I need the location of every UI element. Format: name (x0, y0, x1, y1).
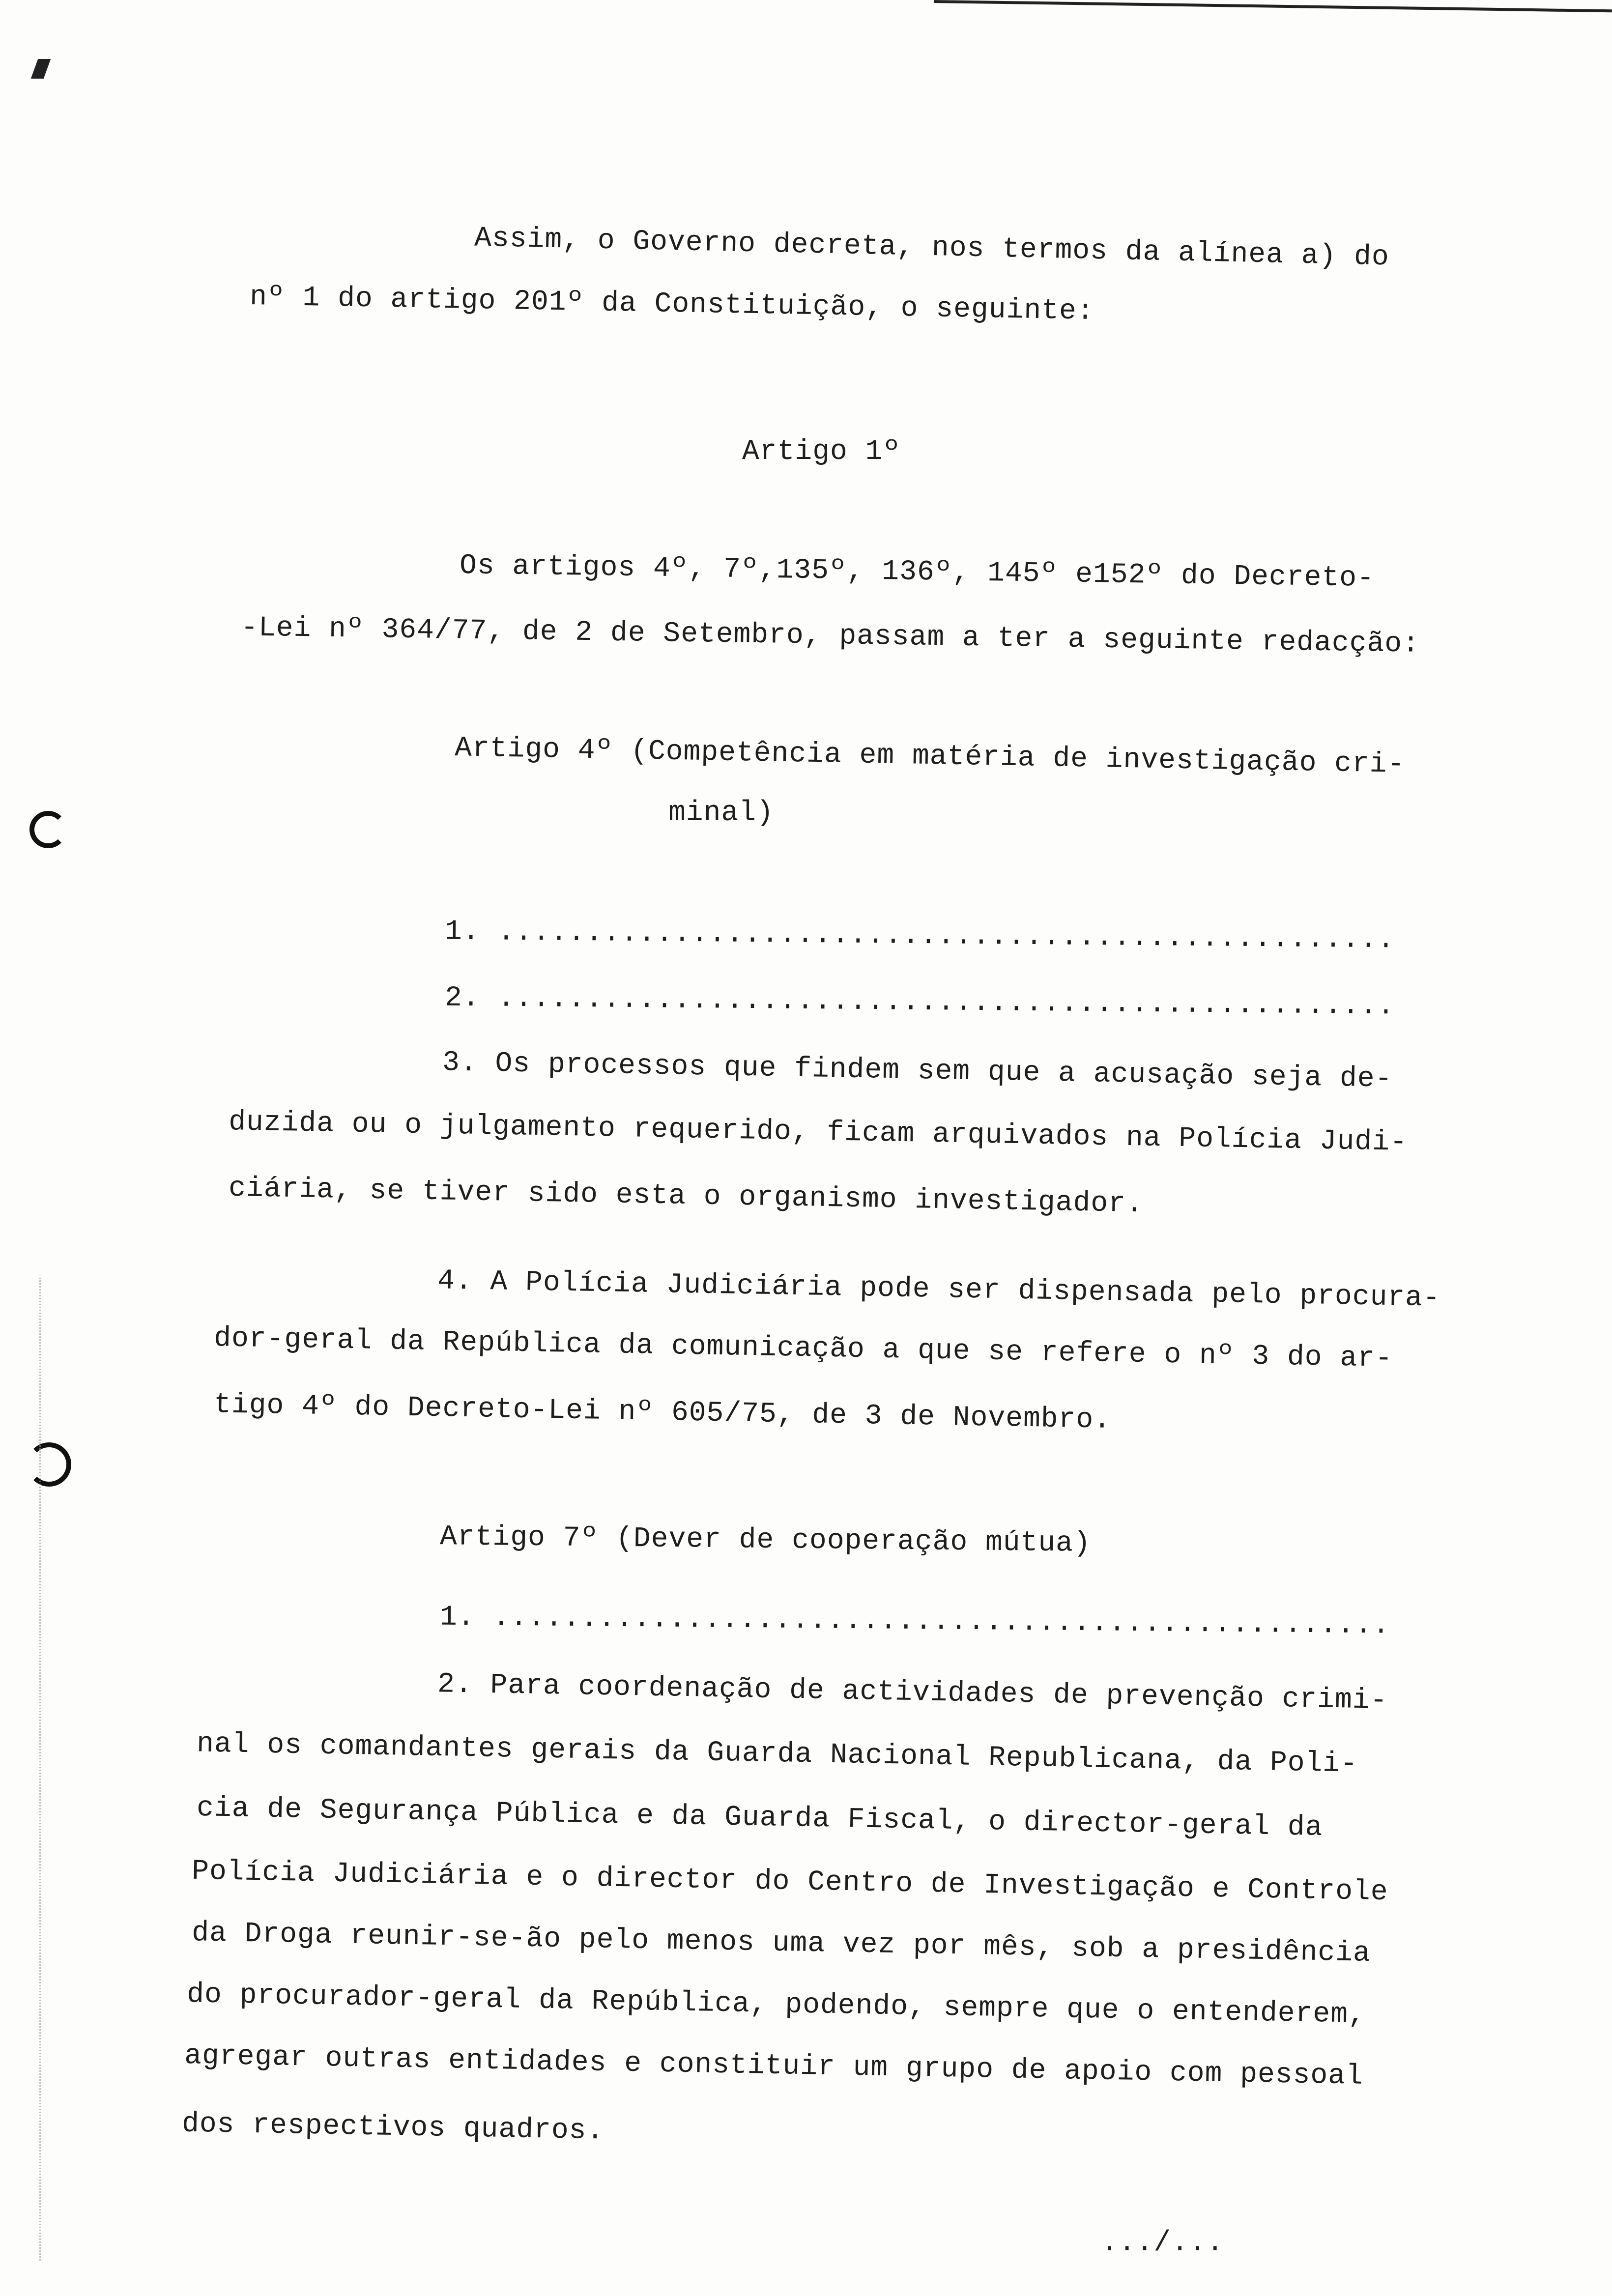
article-7-item-2-line-3: cia de Segurança Pública e da Guarda Fiscal, o director-geral da (196, 1792, 1323, 1844)
article-7-item-2-line-2: nal os comandantes gerais da Guarda Nacional Republicana, da Poli- (196, 1728, 1358, 1780)
punch-hole-top (29, 811, 67, 848)
intro-line-2: nº 1 do artigo 201º da Constituição, o seguinte: (249, 281, 1095, 328)
article-7-item-2-line-7: agregar outras entidades e constituir um grupo de apoio com pessoal (184, 2040, 1364, 2093)
article-7-item-2-line-4: Polícia Judiciária e o director do Centro de Investigação e Controle (191, 1855, 1389, 1909)
article-1-line-2: -Lei nº 364/77, de 2 de Setembro, passam a ter a seguinte redacção: (240, 612, 1420, 660)
article-7-item-2-line-5: da Droga reunir-se-ão pelo menos uma vez por mês, sob a presidência (191, 1917, 1371, 1970)
article-4-item-3-line-1: 3. Os processos que findem sem que a acusação seja de- (442, 1047, 1393, 1095)
article-4-heading-line-2: minal) (668, 797, 774, 829)
article-7-item-2-line-8: dos respectivos quadros. (181, 2108, 604, 2148)
article-7-item-1: 1. ................................................... (439, 1601, 1390, 1642)
scan-specks (39, 1278, 60, 2261)
article-7-heading: Artigo 7º (Dever de cooperação mútua) (439, 1521, 1092, 1560)
article-1-line-1: Os artigos 4º, 7º,135º, 136º, 145º e152º do Decreto- (459, 550, 1375, 595)
article-4-item-1: 1. ................................................... (444, 916, 1395, 956)
top-edge-line (934, 0, 1612, 12)
article-4-item-4-line-3: tigo 4º do Decreto-Lei nº 605/75, de 3 de Novembro. (213, 1389, 1112, 1436)
margin-mark (31, 59, 51, 79)
article-4-heading-line-1: Artigo 4º (Competência em matéria de investigação cri- (454, 732, 1405, 781)
article-7-item-2-line-1: 2. Para coordenação de actividades de prevenção crimi- (437, 1668, 1388, 1717)
article-4-item-3-line-3: ciária, se tiver sido esta o organismo investigador. (228, 1172, 1144, 1221)
intro-line-1: Assim, o Governo decreta, nos termos da alínea a) do (474, 222, 1390, 274)
article-4-item-2: 2. ................................................... (444, 982, 1395, 1023)
article-4-item-3-line-2: duzida ou o julgamento requerido, ficam arquivados na Polícia Judi- (228, 1106, 1408, 1159)
article-4-item-4-line-1: 4. A Polícia Judiciária pode ser dispensada pelo procura- (437, 1265, 1441, 1315)
article-4-item-4-line-2: dor-geral da República da comunicação a que se refere o nº 3 do ar- (213, 1322, 1393, 1375)
article-1-heading: Artigo 1º (742, 436, 901, 468)
article-7-item-2-line-6: do procurador-geral da República, podendo, sempre que o entenderem, (186, 1979, 1366, 2031)
continuation-mark: .../... (1101, 2227, 1224, 2259)
